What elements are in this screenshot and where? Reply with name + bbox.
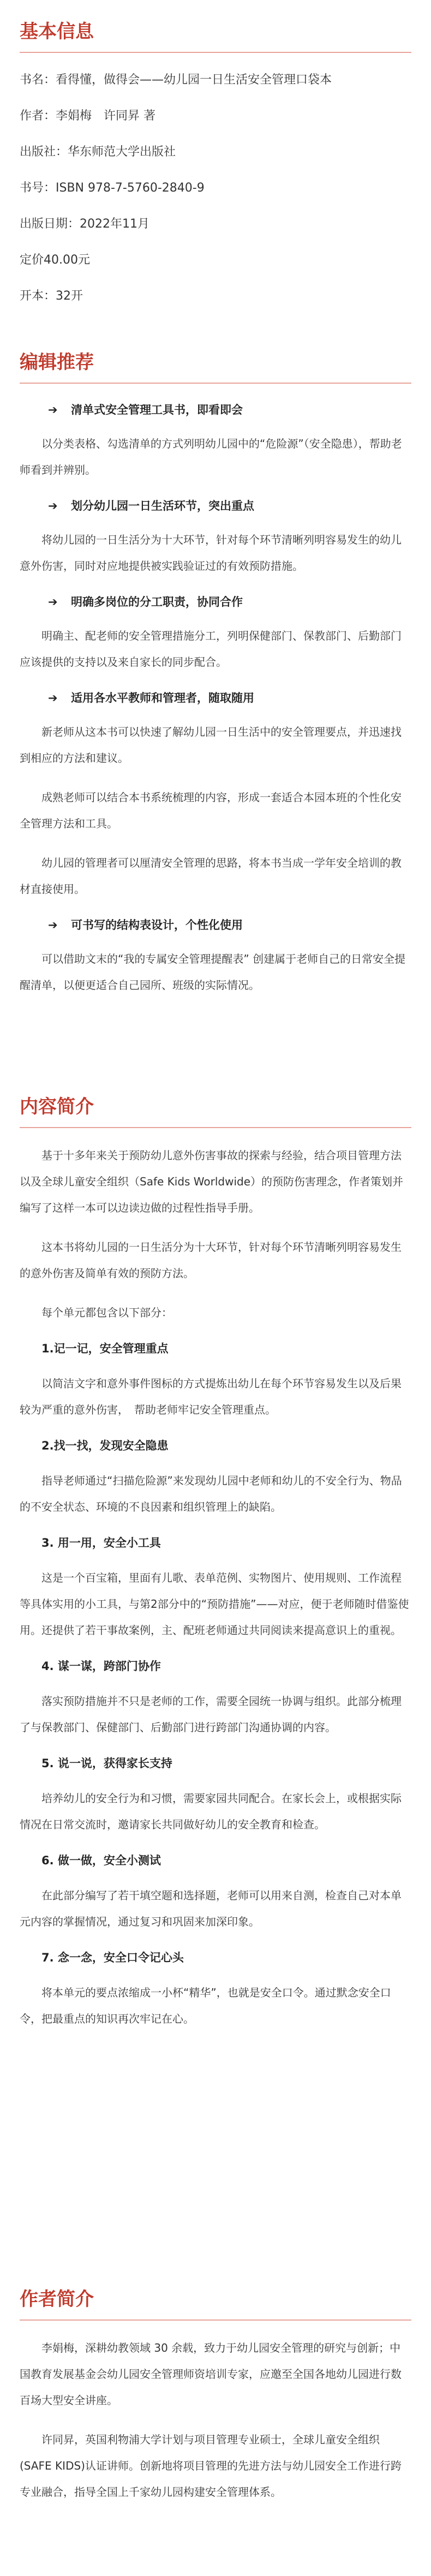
recommend-point-text: 清单式安全管理工具书，即看即会	[71, 403, 243, 416]
paragraph: 成熟老师可以结合本书系统梳理的内容，形成一套适合本园本班的个性化安全管理方法和工具。	[20, 791, 402, 830]
right-arrow-icon: ➔	[48, 499, 58, 512]
paragraph: 指导老师通过“扫描危险源”来发现幼儿园中老师和幼儿的不安全行为、物品的不安全状态、环境的不良因素和组织管理上的缺陷。	[20, 1474, 402, 1513]
paragraph: 以简洁文字和意外事件图标的方式提炼出幼儿在每个环节容易发生以及后果较为严重的意外伤害， 帮助老师牢记安全管理重点。	[20, 1377, 402, 1416]
paragraph: 明确主、配老师的安全管理措施分工，列明保健部门、保教部门、后勤部门应该提供的支持以及来自家长的同步配合。	[20, 629, 402, 669]
content-intro-title: 内容简介	[20, 1096, 94, 1118]
basic-info-line: 出版社：华东师范大学出版社	[20, 145, 176, 159]
right-arrow-icon: ➔	[48, 403, 58, 416]
basic-info-line: 定价40.00元	[20, 253, 90, 267]
basic-info-line: 开本：32开	[20, 289, 83, 303]
recommend-point-text: 可书写的结构表设计，个性化使用	[71, 919, 243, 932]
content-intro-section	[0, 1092, 431, 2045]
basic-info-line: 书号：ISBN 978-7-5760-2840-9	[20, 181, 205, 195]
author-intro-body	[0, 2335, 431, 2505]
recommend-point-heading	[20, 688, 411, 708]
paragraph: 这是一个百宝箱，里面有儿歌、表单范例、实物图片、使用规则、工作流程等具体实用的小工具，与第2部分中的“预防措施”——对应，便于老师随时借鉴使用。还提供了若干事故案例，主、配班老师通过共同阅读来提高意识上的重视。	[20, 1571, 409, 1637]
paragraph: 落实预防措施并不只是老师的工作，需要全园统一协调与组织。此部分梳理了与保教部门、保健部门、后勤部门进行跨部门沟通协调的内容。	[20, 1695, 402, 1734]
paragraph: 以分类表格、勾选清单的方式列明幼儿园中的“危险源”（安全隐患），帮助老师看到并辨别。	[20, 437, 402, 476]
basic-info-line: 作者：李娟梅 许同昇 著	[20, 109, 155, 123]
numbered-heading: 7. 念一念，安全口令记心头	[41, 1951, 184, 1964]
paragraph: 新老师从这本书可以快速了解幼儿园一日生活中的安全管理要点，并迅速找到相应的方法和建议。	[20, 725, 402, 765]
numbered-heading: 5. 说一说，获得家长支持	[41, 1757, 172, 1770]
paragraph: 将幼儿园的一日生活分为十大环节，针对每个环节清晰列明容易发生的幼儿意外伤害，同时对应地提供被实践验证过的有效预防措施。	[20, 533, 402, 573]
recommend-point-text: 适用各水平教师和管理者，随取随用	[71, 691, 254, 705]
author-intro-section	[0, 2284, 431, 2518]
basic-info-line: 书名：看得懂，做得会——幼儿园一日生活安全管理口袋本	[20, 73, 332, 87]
content-intro-divider	[20, 1127, 411, 1128]
recommend-point-text: 划分幼儿园一日生活环节，突出重点	[71, 499, 254, 512]
paragraph: 在此部分编写了若干填空题和选择题，老师可以用来自测，检查自己对本单元内容的掌握情况，通过复习和巩固来加深印象。	[20, 1889, 402, 1928]
basic-info-line: 出版日期：2022年11月	[20, 217, 149, 231]
paragraph: 每个单元都包含以下部分：	[41, 1306, 172, 1319]
recommend-point-heading	[20, 592, 411, 612]
basic-info-list	[0, 71, 431, 324]
numbered-heading: 6. 做一做，安全小测试	[41, 1854, 161, 1867]
right-arrow-icon: ➔	[48, 691, 58, 705]
paragraph: 李娟梅，深耕幼教领域 30 余载，致力于幼儿园安全管理的研究与创新；中国教育发展基金会幼儿园安全管理师资培训专家，应邀至全国各地幼儿园进行数百场大型安全讲座。	[20, 2341, 402, 2407]
paragraph: 基于十多年来关于预防幼儿意外伤害事故的探索与经验，结合项目管理方法以及全球儿童安全组织（Safe Kids Worldwide）的预防伤害理念，作者策划并编写了这样一本可以边读边做的过程性指导手册。	[20, 1149, 404, 1214]
paragraph: 幼儿园的管理者可以厘清安全管理的思路，将本书当成一学年安全培训的教材直接使用。	[20, 856, 402, 896]
numbered-heading: 2.找一找，发现安全隐患	[41, 1439, 169, 1452]
right-arrow-icon: ➔	[48, 919, 58, 932]
numbered-heading: 3. 用一用，安全小工具	[41, 1536, 161, 1549]
basic-info-title: 基本信息	[20, 21, 94, 43]
paragraph: 将本单元的要点浓缩成一小杯“精华”，也就是安全口令。通过默念安全口令，把最重点的知识再次牢记在心。	[20, 1986, 391, 2025]
editor-recommend-section	[0, 347, 431, 1011]
paragraph: 培养幼儿的安全行为和习惯，需要家园共同配合。在家长会上，或根据实际情况在日常交流时，邀请家长共同做好幼儿的安全教育和检查。	[20, 1792, 402, 1831]
numbered-heading: 1.记一记，安全管理重点	[41, 1342, 169, 1355]
basic-info-section	[0, 16, 431, 324]
recommend-point-heading	[20, 400, 411, 420]
editor-recommend-body	[0, 400, 431, 998]
basic-info-divider	[20, 52, 411, 53]
recommend-point-heading	[20, 496, 411, 516]
numbered-heading: 4. 谋一谋，跨部门协作	[41, 1660, 161, 1673]
recommend-point-text: 明确多岗位的分工职责，协同合作	[71, 595, 243, 609]
content-intro-body	[0, 1142, 431, 2032]
recommend-point-heading	[20, 915, 411, 935]
editor-recommend-title: 编辑推荐	[20, 351, 94, 373]
author-intro-divider	[20, 2319, 411, 2321]
right-arrow-icon: ➔	[48, 595, 58, 609]
editor-recommend-divider	[20, 383, 411, 384]
paragraph: 许同昇，英国利物浦大学计划与项目管理专业硕士，全球儿童安全组织(SAFE KIDS)认证讲师。创新地将项目管理的先进方法与幼儿园安全工作进行跨专业融合，指导全国上千家幼儿园构建安全管理体系。	[20, 2433, 402, 2499]
paragraph: 可以借助文末的“我的专属安全管理提醒表” 创建属于老师自己的日常安全提醒清单，以便更适合自己园所、班级的实际情况。	[20, 952, 406, 992]
paragraph: 这本书将幼儿园的一日生活分为十大环节，针对每个环节清晰列明容易发生的意外伤害及简单有效的预防方法。	[20, 1241, 402, 1280]
author-intro-title: 作者简介	[20, 2288, 94, 2310]
